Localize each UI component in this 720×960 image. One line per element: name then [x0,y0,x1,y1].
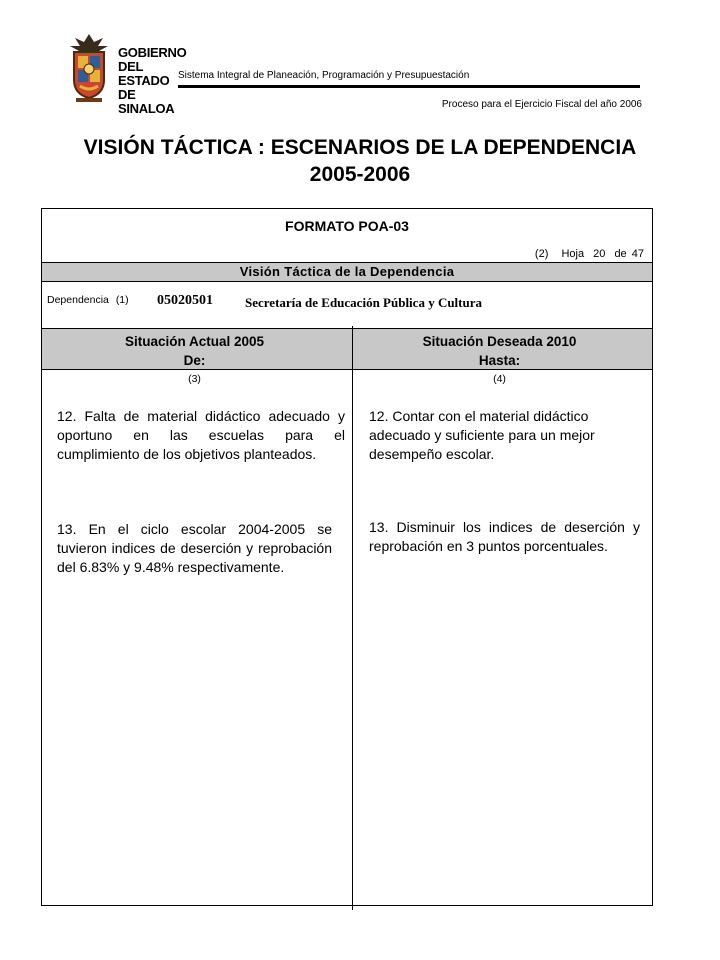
dependency-label [47,294,129,306]
current-situation-title: Situación Actual 2005 [124,334,265,349]
dependency-ref: (1) [115,294,129,306]
current-situation-item: 13. En el ciclo escolar 2004-2005 se tuvieron indices de deserción y reprobación del 6.83% y 9.48% respectivamente. [57,521,332,575]
current-situation-ref: (3) [188,373,201,385]
dependency-label-text: Dependencia [47,294,109,306]
sheet-total: 47 [631,248,644,260]
government-line-2: DEL ESTADO [118,59,170,88]
process-label: Proceso para el Ejercicio Fiscal del año 2006 [441,99,642,110]
system-title: Sistema Integral de Planeación, Programación y Presupuestación [178,70,470,81]
sheet-label: Hoja [561,248,585,260]
title-line-1: VISIÓN TÁCTICA : ESCENARIOS DE LA DEPENDENCIA [83,136,637,159]
desired-situation-item: 12. Contar con el material didáctico adecuado y suficiente para un mejor desempeño escolar. [369,408,595,462]
government-line-1: GOBIERNO [118,45,187,60]
column-divider [352,326,353,910]
desired-situation-title: Situación Deseada 2010 [422,334,577,349]
government-name [118,45,187,116]
dependency-name: Secretaría de Educación Pública y Cultura [245,295,483,310]
desired-situation-item: 13. Disminuir los indices de deserción y reprobación en 3 puntos porcentuales. [369,519,640,554]
header-rule [178,85,640,88]
page-title [0,134,720,188]
desired-situation-ref: (4) [493,373,506,385]
sheet-info [529,248,644,260]
section-title: Visión Táctica de la Dependencia [239,264,455,279]
dependency-code: 05020501 [157,293,213,308]
desired-situation-header [347,332,652,370]
sheet-of: de [614,248,627,260]
desired-situation-subtitle: Hasta: [478,353,521,368]
format-code: FORMATO POA-03 [285,218,409,234]
sheet-number: 20 [593,248,606,260]
title-line-2: 2005-2006 [309,163,411,186]
current-situation-item: 12. Falta de material didáctico adecuado y oportuno en las escuelas para el cumplimiento de los objetivos planteados. [57,408,345,462]
sheet-ref: (2) [534,248,549,260]
current-situation-subtitle: De: [183,353,206,368]
coat-of-arms-icon [66,32,112,104]
current-situation-header [42,332,347,370]
government-line-3: DE SINALOA [118,87,175,116]
